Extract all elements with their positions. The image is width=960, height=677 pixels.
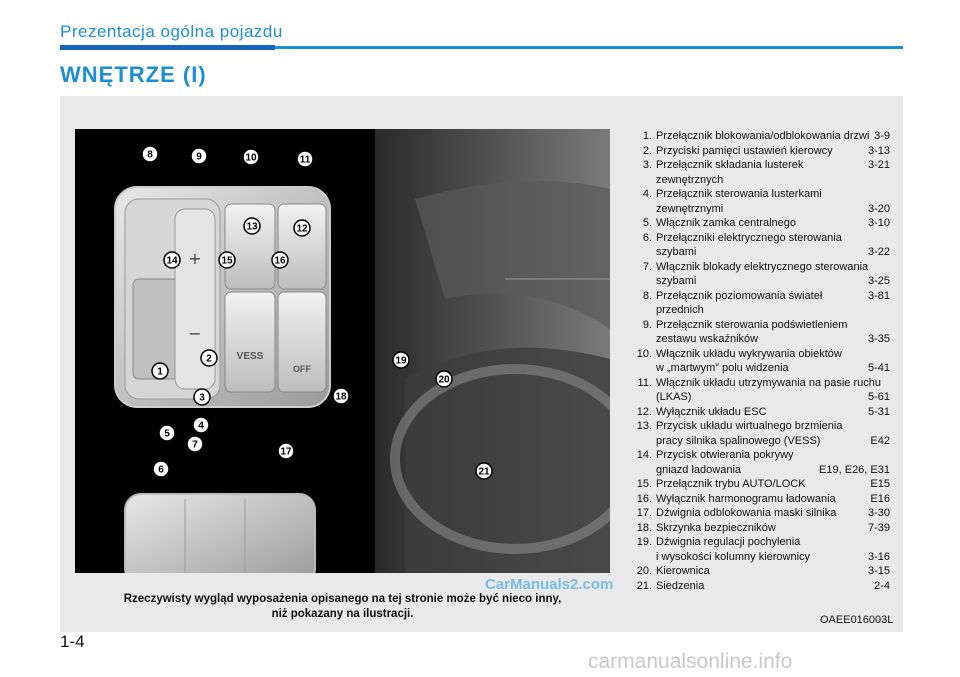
legend-item-page: 3-20 [867, 202, 890, 215]
legend-item-number: 18. [636, 521, 652, 534]
legend-item-text: Przełącznik blokowania/odblokowania drzwi [656, 130, 870, 142]
legend-item-text: Dźwignia odblokowania maski silnika [656, 507, 837, 519]
legend-item-number: 6. [642, 231, 652, 244]
legend-item [630, 506, 890, 521]
callout-number: 4 [198, 420, 204, 432]
vess-button-upper [225, 204, 275, 289]
legend-item-text: Przełącznik sterowania podświetleniem [656, 318, 848, 331]
legend-item-page [886, 347, 890, 362]
legend-item-number: 7. [642, 260, 652, 273]
legend-item [630, 318, 890, 347]
legend-item-page [886, 448, 890, 463]
legend-item-number: 10. [636, 347, 652, 360]
legend-item [630, 129, 890, 144]
legend-item-text: Kierownica [656, 565, 710, 577]
legend-item-number: 13. [636, 420, 652, 432]
legend-item-text: (LKAS) [656, 391, 692, 403]
legend-item-page [886, 419, 890, 434]
legend-item-number: 9. [642, 318, 652, 331]
legend-item [630, 289, 890, 318]
legend-item-text: Przycisk układu wirtualnego brzmienia [656, 420, 843, 432]
section-title: Prezentacja ogólna pojazdu [60, 22, 283, 41]
legend-item-page: 3-81 [867, 289, 890, 302]
legend-item [630, 579, 890, 594]
svg-text:+: + [188, 249, 202, 268]
esc-off-button [278, 292, 326, 392]
callout-number: 3 [199, 392, 205, 404]
legend-item-page: 5-61 [867, 391, 890, 403]
watermark-carmanualsonline: carmanualsonline.info [588, 650, 793, 673]
legend-item-number: 3. [642, 159, 652, 171]
legend-item-number: 17. [636, 507, 652, 519]
legend-item [630, 477, 890, 492]
legend-item-page: 3-25 [867, 275, 890, 287]
callout-number: 13 [246, 221, 258, 233]
legend-item-page [886, 260, 890, 275]
legend-item-text: pracy silnika spalinowego (VESS) [656, 434, 821, 447]
interior-illustration [75, 129, 610, 573]
legend-item-number: 8. [642, 289, 652, 302]
vess-button [225, 292, 275, 392]
callout-number: 18 [335, 391, 347, 403]
legend-item-page: 5-31 [867, 405, 890, 418]
callout-number: 10 [245, 152, 257, 164]
legend-item-page [886, 376, 890, 391]
legend-item-page: 3-13 [867, 144, 890, 157]
legend-item-page: 3-15 [867, 565, 890, 577]
legend-item-text: Przełącznik składania lusterek zewnętrznych [656, 159, 804, 186]
legend-item-text: Przełącznik trybu AUTO/LOCK [656, 478, 806, 490]
callout-number: 11 [299, 154, 311, 166]
legend-item-text: Skrzynka bezpieczników [656, 521, 776, 534]
legend-item-number: 12. [636, 405, 652, 418]
callout-number: 5 [164, 428, 170, 440]
legend-item-text: Włącznik układu wykrywania obiektów [656, 347, 842, 360]
illustration-caption [75, 592, 610, 622]
callout-number: 8 [147, 149, 153, 161]
legend-item [630, 564, 890, 579]
legend-item-page: 3-10 [867, 217, 890, 229]
legend-item-text: zewnętrznymi [656, 202, 724, 215]
legend-item-page: 7-39 [867, 521, 890, 534]
legend-item-page [886, 231, 890, 246]
legend-item-page [886, 187, 890, 202]
legend-item-number: 21. [636, 579, 652, 592]
callout-number: 14 [166, 255, 178, 267]
legend-item-text: Włącznik układu utrzymywania na pasie ruchu [656, 376, 881, 389]
legend-item [630, 419, 890, 448]
legend-item-page: 3-30 [867, 507, 890, 519]
callout-number: 15 [221, 255, 233, 267]
legend-item-text: szybami [656, 246, 697, 258]
legend-item-text: w „martwym” polu widzenia [656, 362, 789, 374]
legend-item-text: gniazd ładowania [656, 463, 742, 476]
legend-item [630, 260, 890, 289]
callout-number: 17 [280, 446, 292, 458]
legend-item-text: Włącznik zamka centralnego [656, 217, 797, 229]
legend-item [630, 144, 890, 159]
vess-label: VESS [236, 351, 264, 362]
watermark-carmanuals2: CarManuals2.com [485, 576, 614, 593]
legend-item-number: 5. [642, 217, 652, 229]
legend-item-text: Włącznik blokady elektrycznego sterowania [656, 260, 869, 273]
callout-number: 21 [478, 466, 490, 478]
lkas-button [278, 204, 326, 289]
callout-number: 20 [438, 374, 450, 386]
callout-number: 12 [296, 223, 308, 235]
callout-number: 19 [395, 355, 407, 367]
legend-item-text: Przyciski pamięci ustawień kierowcy [656, 144, 833, 157]
legend-item-page: E15 [870, 478, 890, 490]
legend-item-number: 14. [636, 449, 652, 461]
page-number: 1-4 [60, 632, 85, 651]
legend-item-text: Wyłącznik układu ESC [656, 405, 767, 418]
legend-item [630, 187, 890, 216]
legend-item-page: 3-16 [867, 550, 890, 563]
legend-item-text: szybami [656, 275, 697, 287]
legend-item-page: 5-41 [867, 362, 890, 374]
legend-item-page [886, 318, 890, 333]
legend-item-text: Przełączniki elektrycznego sterowania [656, 231, 842, 244]
legend-list [630, 129, 890, 593]
legend-item-page: 3-22 [867, 246, 890, 258]
legend-item-text: Przycisk otwierania pokrywy [656, 449, 794, 461]
header-rule-accent [60, 45, 275, 50]
image-code: OAEE016003L [820, 614, 894, 626]
page-heading: WNĘTRZE (I) [60, 62, 207, 87]
legend-item-page [886, 535, 890, 550]
interior-illustration-svg [75, 129, 610, 573]
callout-number: 6 [158, 464, 164, 476]
legend-item [630, 347, 890, 376]
callout-number: 9 [196, 151, 202, 163]
legend-item [630, 158, 890, 187]
callout-number: 1 [157, 366, 163, 378]
legend-item-text: Wyłącznik harmonogramu ładowania [656, 492, 836, 505]
legend-item-number: 4. [642, 188, 652, 200]
legend-item-number: 20. [636, 565, 652, 577]
legend-item-text: Przełącznik sterowania lusterkami [656, 188, 822, 200]
legend-item-page: E16 [870, 492, 890, 505]
legend-item-number: 19. [636, 536, 652, 548]
callout-number: 16 [274, 255, 286, 267]
legend-item-page: E19, E26, E31 [819, 463, 890, 476]
callout-number: 2 [206, 353, 212, 365]
legend-item [630, 521, 890, 536]
legend-item [630, 231, 890, 260]
legend-item-number: 16. [636, 492, 652, 505]
legend-item-number: 15. [636, 478, 652, 490]
lower-console-switches [125, 494, 315, 573]
legend-item-text: Przełącznik poziomowania świateł przednich [656, 289, 823, 316]
legend-item [630, 448, 890, 477]
legend-item-page: 3-35 [867, 333, 890, 345]
legend-item-number: 1. [642, 130, 652, 142]
legend-item [630, 405, 890, 420]
off-label: OFF [293, 364, 311, 374]
caption-line-2: niż pokazany na ilustracji. [271, 608, 414, 620]
legend-item [630, 376, 890, 405]
legend-item-page: 3-21 [867, 159, 890, 171]
legend-item-page: E42 [870, 434, 890, 447]
legend-item [630, 216, 890, 231]
legend-item-text: i wysokości kolumny kierownicy [656, 550, 811, 563]
svg-text:−: − [188, 324, 202, 343]
legend-item [630, 492, 890, 507]
legend-item-text: Siedzenia [656, 579, 705, 592]
callout-number: 7 [192, 439, 198, 451]
legend-item-number: 2. [642, 144, 652, 157]
legend-item-page: 3-9 [874, 130, 890, 142]
caption-line-1: Rzeczywisty wygląd wyposażenia opisanego na tej stronie może być nieco inny, [123, 593, 562, 605]
legend-item [630, 535, 890, 564]
legend-item-text: Dźwignia regulacji pochylenia [656, 536, 801, 548]
legend-item-page: 2-4 [874, 579, 890, 592]
legend-item-text: zestawu wskaźników [656, 333, 759, 345]
legend-item-number: 11. [637, 376, 652, 389]
